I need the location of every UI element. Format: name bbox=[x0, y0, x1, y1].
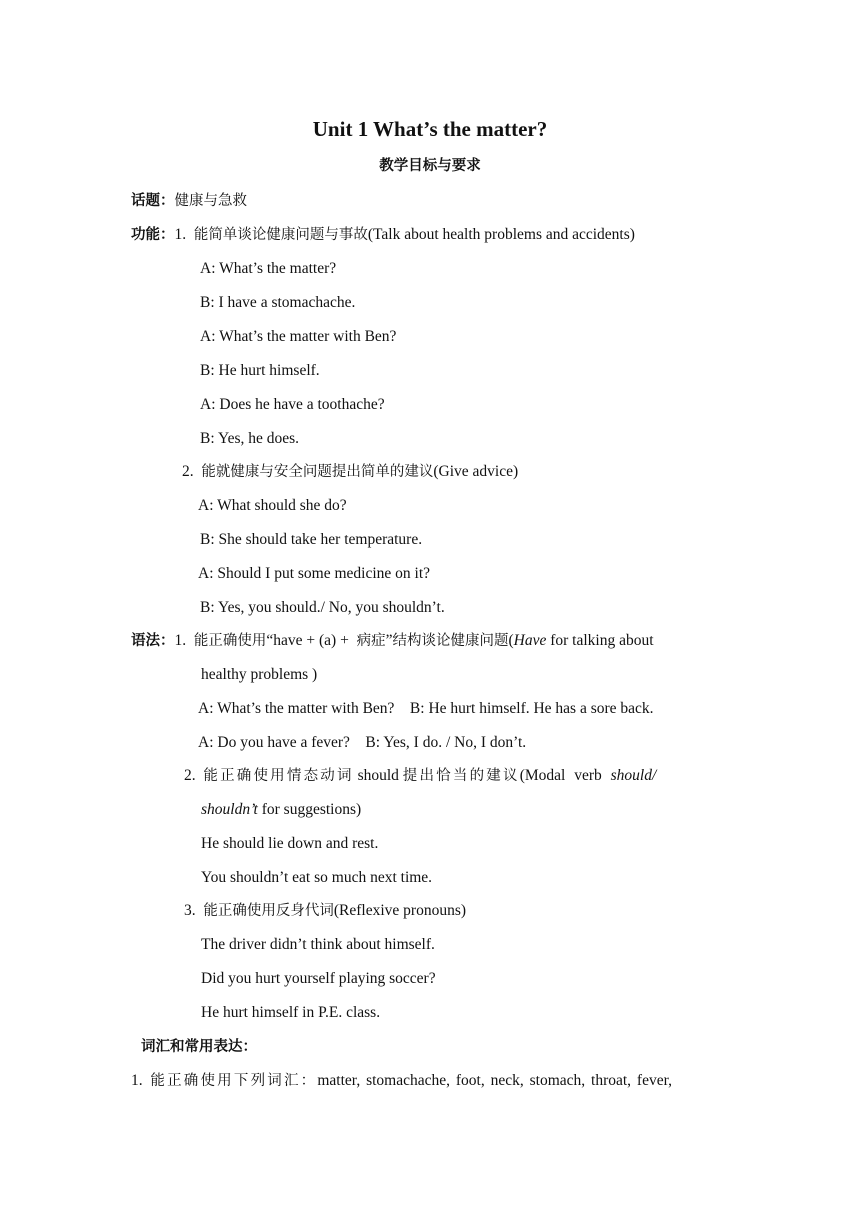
function-item-2-num: 2. bbox=[182, 463, 194, 480]
function-item-2 bbox=[182, 462, 518, 482]
dialog-line: A: What’s the matter? bbox=[200, 260, 337, 277]
grammar-item-1-quote-end: ” bbox=[385, 632, 393, 649]
grammar-item-2-zh2: 提出恰当的建议 bbox=[402, 768, 520, 784]
grammar-item-2-word: should bbox=[353, 767, 403, 784]
grammar-item-2-zh1: 能正确使用情态动词 bbox=[203, 768, 354, 784]
dialog-line: B: She should take her temperature. bbox=[200, 531, 423, 548]
dialog-line: B: He hurt himself. bbox=[200, 362, 320, 379]
example-line: A: What’s the matter with Ben? B: He hurt himself. He has a sore back. bbox=[198, 700, 654, 717]
example-line: You shouldn’t eat so much next time. bbox=[201, 869, 433, 886]
grammar-item-3-num: 3. bbox=[184, 902, 196, 919]
grammar-item-1-zh2: 病症 bbox=[356, 633, 386, 649]
dialog-line: A: Should I put some medicine on it? bbox=[198, 565, 431, 582]
section-subtitle: 教学目标与要求 bbox=[379, 158, 481, 174]
dialog-line: B: Yes, he does. bbox=[200, 430, 300, 447]
example-line: A: Do you have a fever? B: Yes, I do. / No, I don’t. bbox=[198, 734, 527, 751]
grammar-item-2-en-italic: should/ bbox=[610, 767, 657, 784]
grammar-item-1-cont: healthy problems ) bbox=[201, 666, 318, 683]
function-item-1 bbox=[131, 225, 635, 245]
example-line: He should lie down and rest. bbox=[201, 835, 379, 852]
grammar-item-2 bbox=[184, 766, 730, 786]
dialog-line: B: Yes, you should./ No, you shouldn’t. bbox=[200, 599, 445, 616]
dialog-line: B: I have a stomachache. bbox=[200, 294, 356, 311]
grammar-item-1-zh1: 能正确使用 bbox=[193, 633, 267, 649]
topic-line bbox=[131, 191, 247, 211]
example-line: He hurt himself in P.E. class. bbox=[201, 1004, 381, 1021]
grammar-item-3-en: (Reflexive pronouns) bbox=[333, 902, 467, 919]
grammar-item-1 bbox=[131, 631, 654, 651]
function-label: 功能： bbox=[131, 227, 175, 243]
grammar-label: 语法： bbox=[131, 633, 175, 649]
grammar-item-3 bbox=[184, 901, 466, 921]
grammar-item-3-zh: 能正确使用反身代词 bbox=[203, 903, 334, 919]
grammar-item-1-en-italic: Have bbox=[513, 632, 547, 649]
function-item-1-zh: 能简单谈论健康问题与事故 bbox=[193, 227, 368, 243]
grammar-item-1-en-pre: ( bbox=[508, 632, 514, 649]
topic-label: 话题： bbox=[131, 193, 175, 209]
vocab-label: 词汇和常用表达： bbox=[141, 1039, 257, 1055]
grammar-item-2-en-pre: (Modal verb bbox=[519, 767, 611, 784]
example-line: Did you hurt yourself playing soccer? bbox=[201, 970, 436, 987]
vocab-heading bbox=[141, 1037, 257, 1057]
dialog-line: A: Does he have a toothache? bbox=[200, 396, 385, 413]
vocab-item-1-num: 1. bbox=[131, 1072, 143, 1089]
grammar-item-1-num: 1. bbox=[174, 632, 187, 649]
vocab-item-1-en: matter, stomachache, foot, neck, stomach, throat, fever, bbox=[317, 1072, 673, 1089]
example-line: The driver didn’t think about himself. bbox=[201, 936, 435, 953]
grammar-item-1-en-post: for talking about bbox=[546, 632, 654, 649]
function-item-1-en: (Talk about health problems and accidents) bbox=[367, 226, 635, 243]
vocab-item-1-zh: 能正确使用下列词汇： bbox=[150, 1073, 318, 1089]
page-title: Unit 1 What’s the matter? bbox=[312, 117, 548, 141]
grammar-item-2-cont-italic: shouldn’t bbox=[201, 801, 258, 818]
grammar-item-1-zh3: 结构谈论健康问题 bbox=[392, 633, 509, 649]
grammar-item-2-num: 2. bbox=[184, 767, 196, 784]
topic-text: 健康与急救 bbox=[174, 193, 247, 209]
function-item-1-num: 1. bbox=[174, 226, 187, 243]
dialog-line: A: What should she do? bbox=[198, 497, 347, 514]
dialog-line: A: What’s the matter with Ben? bbox=[200, 328, 397, 345]
function-item-2-en: (Give advice) bbox=[433, 463, 519, 480]
grammar-item-2-cont bbox=[201, 800, 361, 820]
grammar-item-2-cont-text: for suggestions) bbox=[257, 801, 362, 818]
vocab-item-1 bbox=[131, 1071, 672, 1091]
function-item-2-zh: 能就健康与安全问题提出简单的建议 bbox=[201, 464, 434, 480]
grammar-item-1-quote: “have + (a) + bbox=[266, 632, 353, 649]
